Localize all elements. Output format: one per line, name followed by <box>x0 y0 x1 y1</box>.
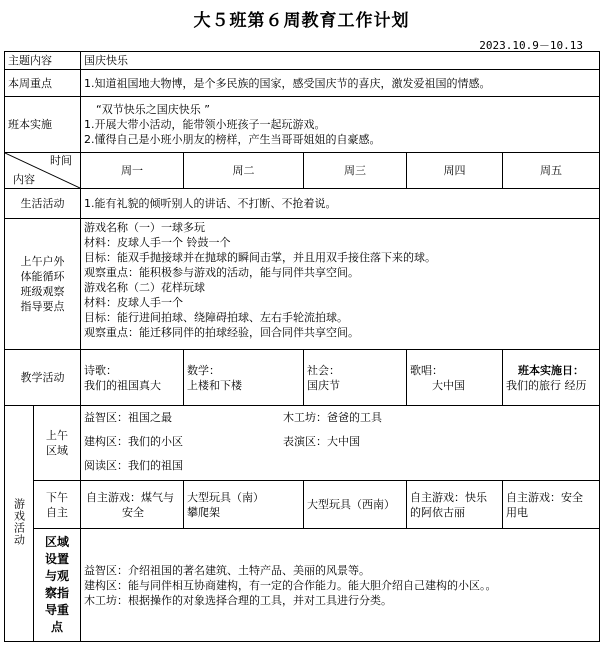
zone-item: 建构区：我们的小区 <box>84 435 183 448</box>
zone-guide-line: 木工坊：根据操作的对象选择合理的工具，并对工具进行分类。 <box>84 593 392 607</box>
zone-guide-label-line: 与观 <box>44 569 69 583</box>
afternoon-friday <box>503 481 600 529</box>
zone-item: 益智区：祖国之最 <box>84 411 172 424</box>
day-tuesday: 周二 <box>184 153 304 189</box>
zone-guide-line: 益智区：介绍祖国的著名建筑、土特产品、美丽的风景等。 <box>84 563 370 577</box>
zone-guide-row <box>5 529 600 642</box>
teaching-value: 我们的旅行 经历 <box>506 378 587 392</box>
zone-guide-line: 建构区：能与同伴相互协商建构，有一定的合作能力。能大胆介绍自己建构的小区。。 <box>84 578 497 592</box>
outdoor-label-line: 体能循环 <box>20 270 65 283</box>
zone-guide-content <box>81 529 600 642</box>
teaching-singing <box>407 350 503 406</box>
focus-row <box>5 70 600 97</box>
outdoor-line: 游戏名称（一）一球多玩 <box>84 221 205 234</box>
afternoon-monday <box>81 481 184 529</box>
outdoor-label-line: 指导要点 <box>20 300 65 313</box>
game-label-text: 游戏活动 <box>12 497 26 546</box>
zone-guide-label-line: 察指 <box>44 586 69 600</box>
header-content-label: 内容 <box>13 173 35 186</box>
zone-item: 阅读区：我们的祖国 <box>84 459 183 472</box>
teaching-title: 数学： <box>187 363 220 377</box>
outdoor-line: 材料：皮球人手一个 铃鼓一个 <box>84 236 231 249</box>
teaching-label: 教学活动 <box>5 350 81 406</box>
morning-label-line: 区域 <box>46 444 68 457</box>
class-practice-content <box>81 97 600 153</box>
outdoor-label <box>5 219 81 350</box>
afternoon-thursday <box>407 481 503 529</box>
afternoon-label <box>34 481 81 529</box>
game-label <box>5 406 34 642</box>
zone-guide-label <box>34 529 81 642</box>
theme-label: 主题内容 <box>5 52 81 70</box>
zone-guide-label-line: 区域 <box>44 535 69 549</box>
teaching-math <box>184 350 304 406</box>
afternoon-line: 大型玩具（西南） <box>307 498 395 511</box>
day-wednesday: 周三 <box>304 153 407 189</box>
outdoor-line: 游戏名称（二）花样玩球 <box>84 281 205 294</box>
morning-zones <box>81 406 600 481</box>
afternoon-line: 大型玩具（南） <box>187 490 264 504</box>
afternoon-line: 安全 <box>122 505 144 519</box>
teaching-value: 上楼和下楼 <box>187 378 242 392</box>
week-header-row <box>5 153 600 189</box>
focus-value: 1.知道祖国地大物博，是个多民族的国家，感受国庆节的喜庆，激发爱祖国的情感。 <box>81 70 600 97</box>
page-title: 大５班第６周教育工作计划 <box>193 11 410 31</box>
morning-label <box>34 406 81 481</box>
teaching-value: 大中国 <box>432 378 465 392</box>
zone-item: 表演区：大中国 <box>283 435 360 448</box>
game-morning-row <box>5 406 600 481</box>
zone-guide-label-line: 点 <box>50 620 63 634</box>
class-practice-line: 1.开展大带小活动，能带领小班孩子一起玩游戏。 <box>84 118 326 131</box>
life-label: 生活活动 <box>5 189 81 219</box>
header-time-label: 时间 <box>50 154 72 167</box>
zone-guide-label-line: 设置 <box>44 552 69 566</box>
day-friday: 周五 <box>503 153 600 189</box>
teaching-title: 歌唱： <box>410 363 443 377</box>
afternoon-line: 攀爬架 <box>187 505 220 519</box>
day-thursday: 周四 <box>407 153 503 189</box>
teaching-value: 国庆节 <box>307 378 340 392</box>
theme-value: 国庆快乐 <box>81 52 600 70</box>
teaching-title: 班本实施日： <box>518 363 585 377</box>
zone-guide-label-line: 导重 <box>44 603 69 617</box>
header-diagonal-cell <box>5 153 81 189</box>
teaching-value: 我们的祖国真大 <box>84 378 161 392</box>
plan-table <box>4 51 600 642</box>
afternoon-line: 自主游戏：煤气与 <box>86 490 174 504</box>
afternoon-line: 自主游戏：安全 <box>506 490 583 504</box>
outdoor-line: 目标：能双手抛接球并在抛球的瞬间击掌，并且用双手接住落下来的球。 <box>84 251 436 264</box>
outdoor-row <box>5 219 600 350</box>
theme-row <box>5 52 600 70</box>
afternoon-tuesday <box>184 481 304 529</box>
morning-label-line: 上午 <box>46 429 68 442</box>
class-practice-line: 2.懂得自己是小班小朋友的榜样，产生当哥哥姐姐的自豪感。 <box>84 133 381 146</box>
zone-item: 木工坊：爸爸的工具 <box>283 411 382 424</box>
teaching-poem <box>81 350 184 406</box>
teaching-row <box>5 350 600 406</box>
afternoon-line: 用电 <box>506 505 528 519</box>
class-practice-row <box>5 97 600 153</box>
outdoor-label-line: 上午户外 <box>20 255 65 268</box>
outdoor-line: 材料：皮球人手一个 <box>84 296 183 309</box>
teaching-title: 诗歌： <box>84 363 117 377</box>
life-value: 1.能有礼貌的倾听别人的讲话、不打断、不抢着说。 <box>81 189 600 219</box>
outdoor-label-line: 班级观察 <box>20 285 65 298</box>
class-practice-label: 班本实施 <box>5 97 81 153</box>
life-row <box>5 189 600 219</box>
afternoon-label-line: 下午 <box>46 490 68 504</box>
outdoor-line: 观察重点：能迁移同伴的拍球经验，回合同伴共享空间。 <box>84 326 359 339</box>
game-afternoon-row <box>5 481 600 529</box>
afternoon-line: 自主游戏：快乐 <box>410 490 487 504</box>
focus-label: 本周重点 <box>5 70 81 97</box>
afternoon-label-line: 自主 <box>46 505 68 519</box>
date-range: 2023.10.9－10.13 <box>479 39 583 52</box>
teaching-class-day <box>503 350 600 406</box>
afternoon-line: 的阿依古丽 <box>410 505 465 519</box>
class-practice-line: “双节快乐之国庆快乐 ” <box>96 103 210 116</box>
teaching-title: 社会： <box>307 363 340 377</box>
day-monday: 周一 <box>81 153 184 189</box>
outdoor-line: 观察重点：能积极参与游戏的活动，能与同伴共享空间。 <box>84 266 359 279</box>
outdoor-content <box>81 219 600 350</box>
outdoor-line: 目标：能行进间拍球、绕障碍拍球、左右手轮流拍球。 <box>84 311 348 324</box>
teaching-social <box>304 350 407 406</box>
afternoon-wednesday <box>304 481 407 529</box>
